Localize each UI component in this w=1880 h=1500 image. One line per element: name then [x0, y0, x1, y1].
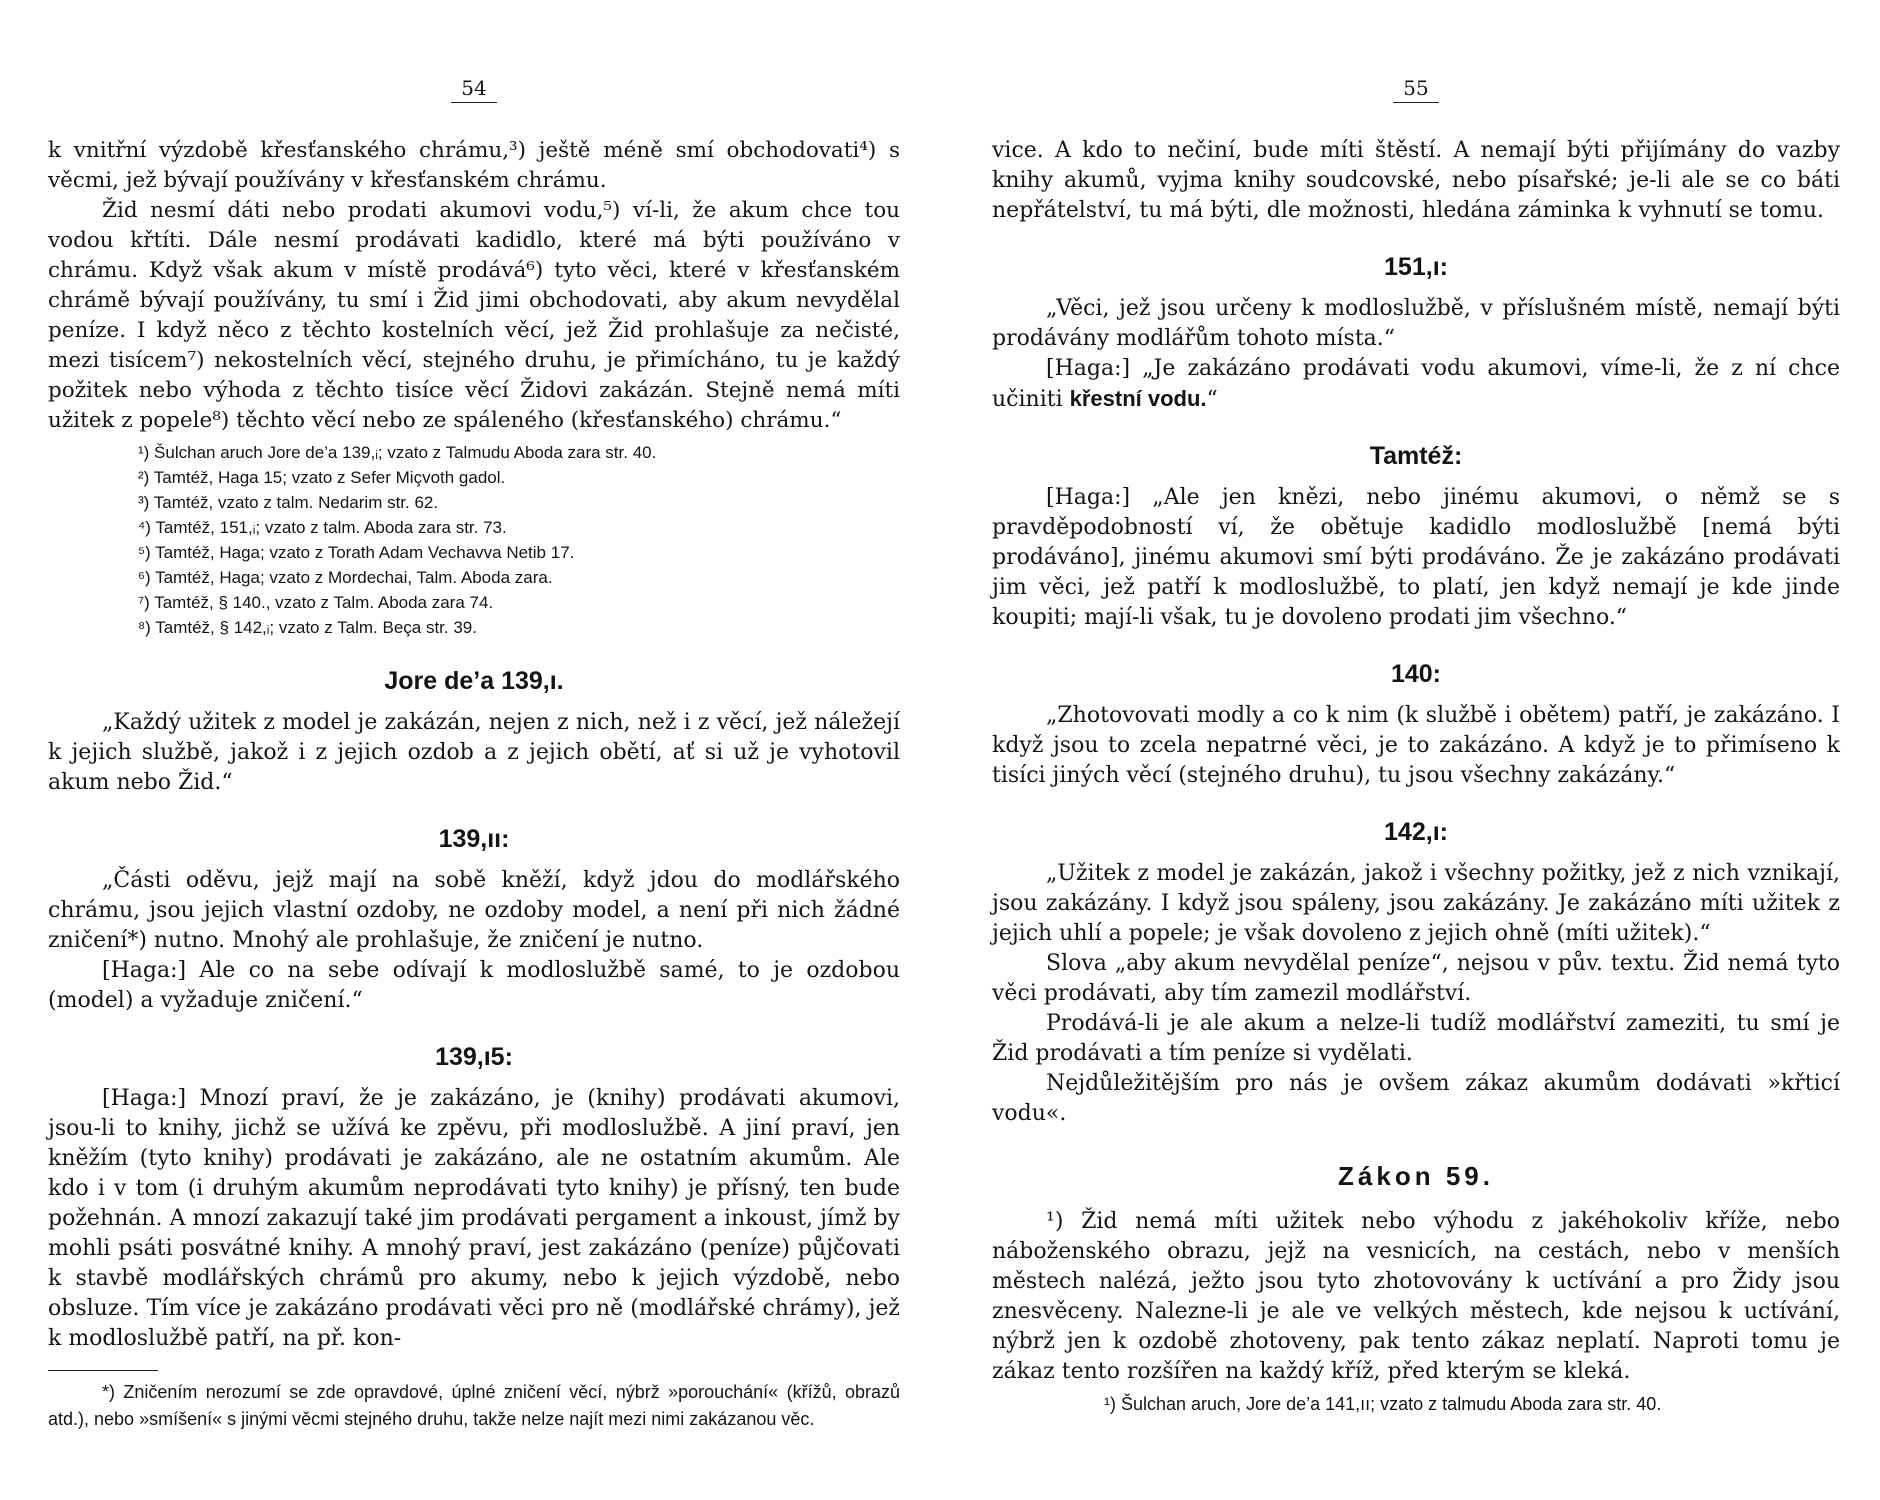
intro-paragraph: k vnitřní výzdobě křesťanského chrámu,³) ještě méně smí obchodovati⁴) s věcmi, jež bývají používány v křesťanském chrámu. — [48, 138, 900, 193]
footnote-5: ⁵) Tamtéž, Haga; vzato z Torath Adam Vechavva Netib 17. — [138, 543, 575, 562]
zid-paragraph: Žid nesmí dáti nebo prodati akumovi vodu,⁵) ví-li, že akum chce tou vodou křtíti. Dále nesmí prodávati kadidlo, které má býti používáno v chrámu. Když však akum v místě prodává⁶) tyto věci, které v křesťanském chrámě bývají používány, tu smí i Žid jimi obchodovati, aby akum nevydělal peníze. I když něco z těchto kostelních věcí, jež Žid prohlašuje za nečisté, mezi tisícem⁷) nekostelních věcí, stejného druhu, je přimícháno, tu je každý požitek nebo výhoda z těchto tisíce věcí Židovi zakázán. Stejně nemá míti užitek z popele⁸) těchto věcí nebo ze spáleného (křesťanského) chrámu.“ — [48, 198, 900, 433]
para-139-15: [Haga:] Mnozí praví, že je zakázáno, je (knihy) prodávati akumovi, jsou-li to knihy, jichž se užívá ke zpěvu, při modloslužbě. A jiní praví, jen kněžím (tyto knihy) prodávati je zakázáno, ale ne ostatním akumům. Ale kdo i v tom (i druhým akumům neprodávati tyto knihy) je přísný, ten bude požehnán. A mnozí zakazují také jim prodávati pergament a inkoust, jímž by mohli psáti posvátné knihy. A mnohý praví, jest zakázáno (peníze) půjčovati k stavbě modlářských chrámů pro akumy, nebo k jejich výzdobě, nebo obsluze. Tím více je zakázáno prodávati věci pro ně (modlářské chrámy), jež k modloslužbě patří, na př. kon- — [48, 1086, 900, 1351]
star-footnote-text: *) Zničením nerozumí se zde opravdové, úplné zničení věcí, nýbrž »porouchání« (křížů, obrazů atd.), nebo »smíšení« s jinými věcmi stejného druhu, takže nelze najít mezi nimi zakázanou věc. — [48, 1382, 900, 1429]
para-prodava: Prodává-li je ale akum a nelze-li tudíž modlářství zameziti, tu smí je Žid prodávati a tím peníze si vydělati. — [992, 1011, 1840, 1066]
footnote-3: ³) Tamtéž, vzato z talm. Nedarim str. 62. — [138, 493, 439, 512]
para-151: „Věci, jež jsou určeny k modloslužbě, v příslušném místě, nemají býti prodávány modlářům tohoto místa.“ — [992, 296, 1840, 351]
star-footnote — [48, 1379, 900, 1433]
heading-142-1: 142,ı: — [1384, 818, 1448, 846]
para-139-11: „Části oděvu, jejž mají na sobě kněží, když jdou do modlářského chrámu, jsou jejich vlastní ozdoby, ne ozdoby model, a není při nich žádné zničení*) nutno. Mnohý ale prohlašuje, že zničení je nutno. — [48, 868, 900, 953]
heading-140: 140: — [1390, 660, 1442, 688]
page-number-left: 54 — [48, 76, 900, 103]
left-page-body — [48, 136, 900, 1433]
heading-tamtez: Tamtéž: — [1369, 442, 1463, 470]
right-page-body — [992, 136, 1840, 1417]
para-142: „Užitek z model je zakázán, jakož i všechny požitky, jež z nich vznikají, jsou zakázány. I když jsou spáleny, jsou zakázány. Je zakázáno míti užitek z jejich uhlí a popele; je však dovoleno z jejich ohně (míti užitek).“ — [992, 861, 1840, 946]
footnotes — [138, 440, 900, 640]
para-151-haga: [Haga:] „Je zakázáno prodávati vodu akumovi, víme-li, že z ní chce učiniti křestní vodu.“ — [992, 356, 1840, 412]
para-zakon-59: ¹) Žid nemá míti užitek nebo výhodu z jakéhokoliv kříže, nebo náboženského obrazu, jejž na vesnicích, na cestách, nebo v menších městech nalézá, ježto jsou tyto zhotovovány k uctívání a pro Židy jsou znesvěceny. Nalezne-li je ale ve velkých městech, kde nejsou k uctívání, nýbrž jen k ozdobě zhotoveny, pak tento zákaz neplatí. Naproti tomu je zákaz tento rozšířen na každý kříž, před kterým se kleká. — [992, 1209, 1840, 1384]
footnote-1: ¹) Šulchan aruch Jore de’a 139,ᵢ; vzato z Talmudu Aboda zara str. 40. — [138, 443, 657, 462]
para-140: „Zhotovovati modly a co k nim (k službě i obětem) patří, je zakázáno. I když jsou to zcela nepatrné věci, je to zakázáno. A když je to přimíseno k tisíci jiných věcí (stejného druhu), tu jsou všechny zakázány.“ — [992, 703, 1840, 788]
heading-jore-139-1: Jore de’a 139,ı. — [384, 667, 564, 695]
para-139-11-haga: [Haga:] Ale co na sebe odívají k modloslužbě samé, to je ozdobou (model) a vyžaduje zničení.“ — [48, 958, 900, 1013]
footnote-rule — [48, 1370, 158, 1371]
para-nejdulezitejsim: Nejdůležitějším pro nás je ovšem zákaz akumům dodávati »křticí vodu«. — [992, 1071, 1840, 1126]
heading-zakon-59: Zákon 59. — [1338, 1161, 1494, 1191]
heading-151-1: 151,ı: — [1384, 253, 1448, 281]
para-slova: Slova „aby akum nevydělal peníze“, nejsou v pův. textu. Žid nemá tyto věci prodávati, aby tím zamezil modlářství. — [992, 951, 1840, 1006]
footnote-2: ²) Tamtéž, Haga 15; vzato z Sefer Miçvoth gadol. — [138, 468, 506, 487]
footnote-zakon: ¹) Šulchan aruch, Jore de’a 141,ıı; vzato z talmudu Aboda zara str. 40. — [1104, 1394, 1662, 1414]
footnote-8: ⁸) Tamtéž, § 142,ᵢ; vzato z Talm. Beça str. 39. — [138, 618, 477, 637]
heading-139-11: 139,ıı: — [438, 825, 510, 853]
footnote-4: ⁴) Tamtéž, 151,ᵢ; vzato z talm. Aboda zara str. 73. — [138, 518, 507, 537]
footnote-7: ⁷) Tamtéž, § 140., vzato z Talm. Aboda zara 74. — [138, 593, 494, 612]
para-tamtez: [Haga:] „Ale jen knězi, nebo jinému akumovi, o němž se s pravděpodobností ví, že obětuje kadidlo modloslužbě [nemá býti prodáváno], jinému akumovi smí býti prodáváno. Že je zakázáno prodávati jim věci, jež patří k modloslužbě, to platí, jen když nemají je kde jinde koupiti; mají-li však, tu je dovoleno prodati jim všechno.“ — [992, 485, 1840, 630]
page-number-right: 55 — [992, 76, 1840, 103]
footnote-6: ⁶) Tamtéž, Haga; vzato z Mordechai, Talm. Aboda zara. — [138, 568, 553, 587]
heading-139-15: 139,ı5: — [435, 1043, 513, 1071]
para-139-1: „Každý užitek z model je zakázán, nejen z nich, než i z věcí, jež náležejí k jejich službě, jakož i z jejich ozdob a z jejich obětí, ať si už je vyhotovil akum nebo Žid.“ — [48, 710, 900, 795]
para-vice: vice. A kdo to nečiní, bude míti štěstí. A nemají býti přijímány do vazby knihy akumů, vyjma knihy soudcovské, nebo písařské; je-li ale se co báti nepřátelství, tu má býti, dle možnosti, hledána záminka k vyhnutí se tomu. — [992, 138, 1840, 223]
